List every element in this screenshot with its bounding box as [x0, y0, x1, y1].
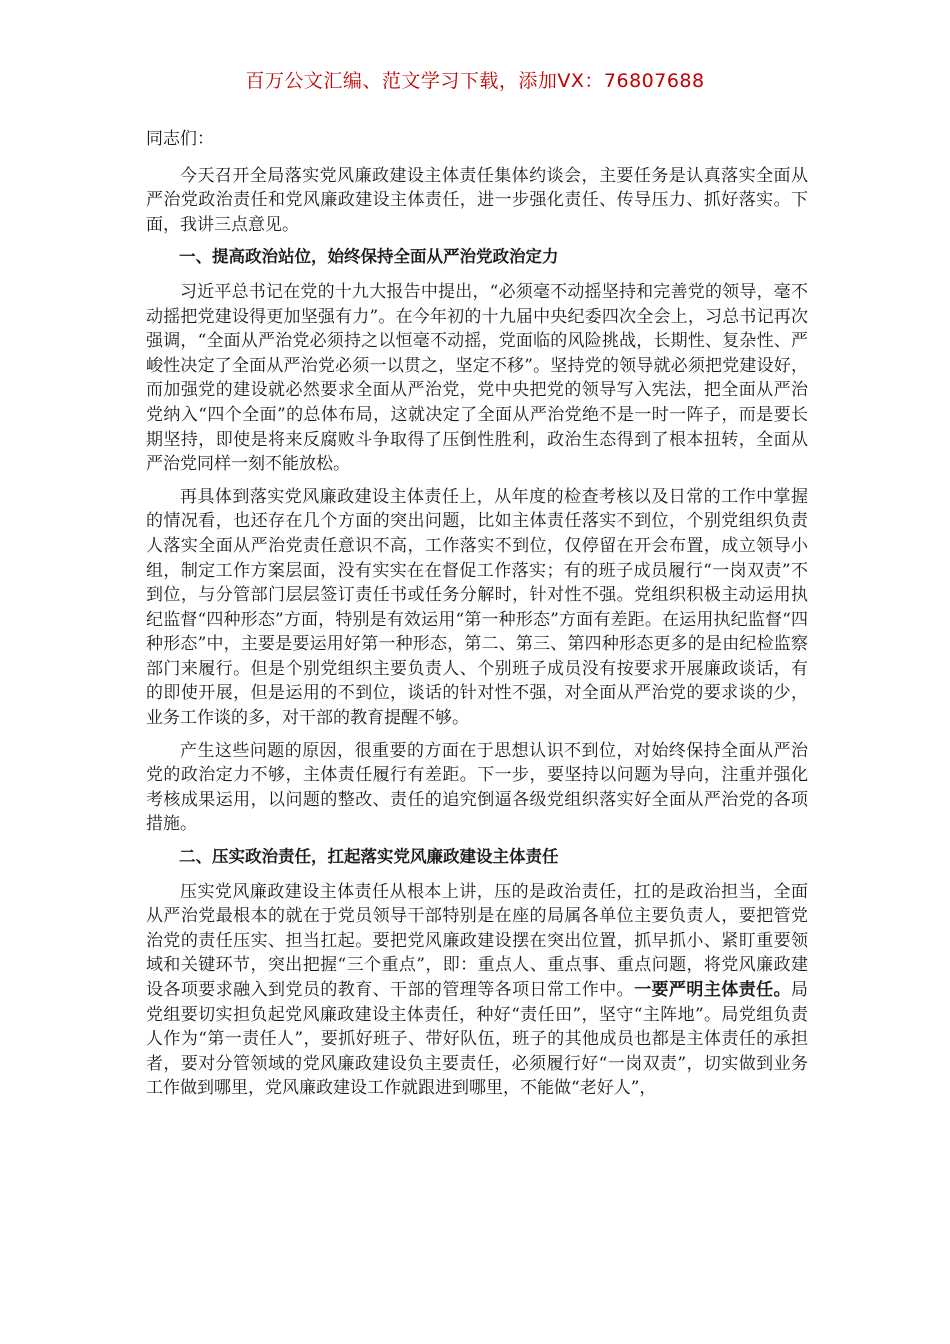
section-1-heading: 一、提高政治站位，始终保持全面从严治党政治定力 — [179, 247, 559, 267]
section-1-paragraph-3: 产生这些问题的原因，很重要的方面在于思想认识不到位，对始终保持全面从严治党的政治定力不够，主体责任履行有差距。下一步，要坚持以问题为导向，注重并强化考核成果运用，以问题的整改、责任的追究倒逼各级党组织落实好全面从严治党的各项措施。 — [146, 740, 808, 835]
section-2-paragraph-1-bold: 一要严明主体责任。 — [634, 980, 792, 1000]
intro-paragraph: 今天召开全局落实党风廉政建设主体责任集体约谈会，主要任务是认真落实全面从严治党政治责任和党风廉政建设主体责任，进一步强化责任、传导压力、抓好落实。下面，我讲三点意见。 — [146, 165, 808, 235]
section-2-heading: 二、压实政治责任，扛起落实党风廉政建设主体责任 — [179, 847, 559, 867]
section-1-paragraph-2: 再具体到落实党风廉政建设主体责任上，从年度的检查考核以及日常的工作中掌握的情况看，也还存在几个方面的突出问题，比如主体责任落实不到位，个别党组织负责人落实全面从严治党责任意识不高，工作落实不到位，仅停留在开会布置，成立领导小组，制定工作方案层面，没有实实在在督促工作落实；有的班子成员履行“一岗双责”不到位，与分管部门层层签订责任书或任务分解时，针对性不强。党组织积极主动运用执纪监督“四种形态”方面，特别是有效运用“第一种形态”方面有差距。在运用执纪监督“四种形态”中，主要是要运用好第一种形态，第二、第三、第四种形态更多的是由纪检监察部门来履行。但是个别党组织主要负责人、个别班子成员没有按要求开展廉政谈话，有的即使开展，但是运用的不到位，谈话的针对性不强，对全面从严治党的要求谈的少，业务工作谈的多，对干部的教育提醒不够。 — [146, 486, 808, 729]
document-body — [146, 127, 808, 1109]
section-2-paragraph-1-text-b: 局党组要切实担负起党风廉政建设主体责任，种好“责任田”，坚守“主阵地”。局党组负责人作为“第一责任人”，要抓好班子、带好队伍，班子的其他成员也都是主体责任的承担者，要对分管领域的党风廉政建设负主要责任，必须履行好“一岗双责”，切实做到业务工作做到哪里，党风廉政建设工作就跟进到哪里，不能做“老好人”， — [146, 980, 809, 1099]
section-2-paragraph-1 — [146, 880, 808, 1101]
salutation: 同志们： — [146, 129, 214, 149]
section-2-paragraph-1-text-a: 压实党风廉政建设主体责任从根本上讲，压的是政治责任，扛的是政治担当，全面从严治党最根本的就在于党员领导干部特别是在座的局属各单位主要负责人，要把管党治党的责任压实、担当扛起。要把党风廉政建设摆在突出位置，抓早抓小、紧盯重要领域和关键环节，突出把握“三个重点”，即：重点人、重点事、重点问题，将党风廉政建设各项要求融入到党员的教育、干部的管理等各项日常工作中。 — [146, 881, 808, 1000]
header-banner: 百万公文汇编、范文学习下载，添加VX：76807688 — [245, 70, 705, 92]
section-1-paragraph-1: 习近平总书记在党的十九大报告中提出，“必须毫不动摇坚持和完善党的领导，毫不动摇把党建设得更加坚强有力”。在今年初的十九届中央纪委四次全会上，习总书记再次强调，“全面从严治党必须持之以恒毫不动摇，党面临的风险挑战，长期性、复杂性、严峻性决定了全面从严治党必须一以贯之，坚定不移”。坚持党的领导就必须把党建设好，而加强党的建设就必然要求全面从严治党，党中央把党的领导写入宪法，把全面从严治党纳入“四个全面”的总体布局，这就决定了全面从严治党绝不是一时一阵子，而是要长期坚持，即使是将来反腐败斗争取得了压倒性胜利，政治生态得到了根本扭转，全面从严治党同样一刻不能放松。 — [146, 281, 808, 475]
